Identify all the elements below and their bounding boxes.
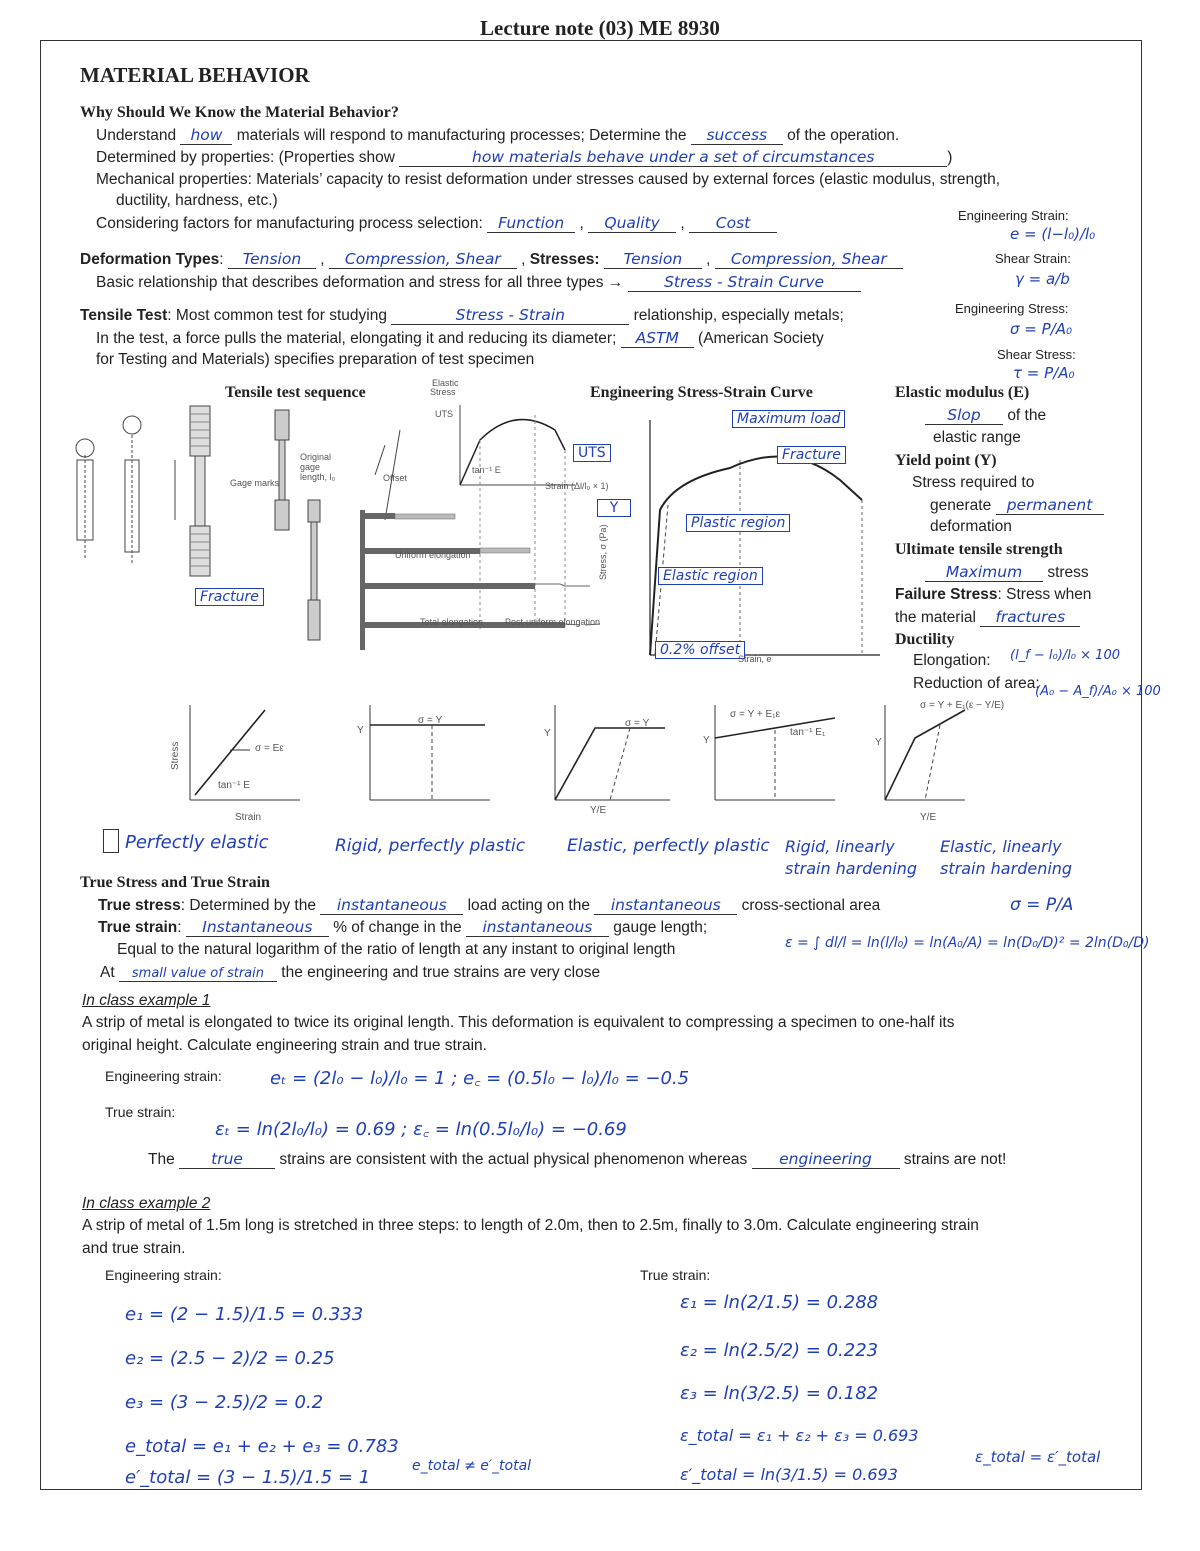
- example-2-e1: e₁ = (2 − 1.5)/1.5 = 0.333: [125, 1304, 364, 1325]
- example-2-e3: e₃ = (3 − 2.5)/2 = 0.2: [125, 1392, 324, 1413]
- eng-stress-label: Engineering Stress:: [955, 301, 1069, 316]
- seq-label-total: Total elongation: [420, 617, 484, 627]
- example-2-t3: ε₃ = ln(3/2.5) = 0.182: [680, 1383, 879, 1404]
- example-1-eng-label: Engineering strain:: [105, 1068, 222, 1084]
- model-y-epp: Y: [544, 728, 551, 739]
- failure-stress-line-2: the material fractures: [895, 608, 1080, 627]
- example-2-e2: e₂ = (2.5 − 2)/2 = 0.25: [125, 1348, 335, 1369]
- why-line-1: Understand how materials will respond to manufacturing processes; Determine the success of the operation.: [96, 126, 900, 144]
- example-1-conclusion: The true strains are consistent with the actual physical phenomenon whereas engineering strains are not!: [148, 1150, 1007, 1168]
- model-y-elh: Y: [875, 737, 882, 748]
- example-2-not-equal: e_total ≠ e′_total: [412, 1458, 532, 1474]
- why-line-5: Considering factors for manufacturing process selection: Function , Quality , Cost: [96, 214, 777, 233]
- model-y-rlh: Y: [703, 735, 710, 746]
- shear-strain-label: Shear Strain:: [995, 251, 1071, 266]
- example-1-p1: A strip of metal is elongated to twice its original length. This deformation is equivalent to compressing a specimen to one-half its: [82, 1014, 955, 1031]
- tensile-line-3: for Testing and Materials) specifies preparation of test specimen: [96, 351, 535, 368]
- uts-line: Maximum stress: [925, 563, 1089, 582]
- true-strain-line: True strain: Instantaneous % of change in the instantaneous gauge length;: [98, 918, 708, 936]
- page-title: Lecture note (03) ME 8930: [480, 16, 720, 40]
- example-2-title: In class example 2: [82, 1195, 211, 1212]
- example-2-p1: A strip of metal of 1.5m long is stretched in three steps: to length of 2.0m, then to 2.5m, finally to 3.0m. Calculate engineering strain: [82, 1217, 979, 1234]
- yield-box: Y: [597, 499, 631, 517]
- tensile-sequence-title: Tensile test sequence: [225, 384, 366, 401]
- model-ye-elh: Y/E: [920, 812, 937, 823]
- seq-label-gage: gage: [300, 462, 321, 472]
- example-1-true-label: True strain:: [105, 1104, 176, 1120]
- model-tan-elastic: tan⁻¹ E: [218, 780, 250, 791]
- example-1-title: In class example 1: [82, 992, 211, 1009]
- failure-stress-line: Failure Stress: Stress when: [895, 586, 1092, 603]
- model-label-5: Elastic, linearly strain hardening: [940, 837, 1073, 878]
- why-line-2: Determined by properties: (Properties show how materials behave under a set of circumstances ): [96, 148, 953, 166]
- example-1-true-calc: εₜ = ln(2l₀/l₀) = 0.69 ; ε꜀ = ln(0.5l₀/l₀) = −0.69: [215, 1119, 627, 1140]
- model-y-rigid: Y: [357, 725, 364, 736]
- true-stress-line: True stress: Determined by the instantaneous load acting on the instantaneous cross-sectional area: [98, 896, 881, 914]
- example-2-true-label: True strain:: [640, 1267, 711, 1283]
- basic-relationship-line: Basic relationship that describes deformation and stress for all three types → Stress - Strain Curve: [96, 273, 861, 292]
- tensile-line-2: In the test, a force pulls the material, elongating it and reducing its diameter; ASTM (American Society: [96, 329, 824, 347]
- elastic-modulus-heading: Elastic modulus (E): [895, 384, 1030, 401]
- model-eq-elastic: σ = Eε: [255, 743, 284, 754]
- example-1-eng-calc: eₜ = (2l₀ − l₀)/l₀ = 1 ; e꜀ = (0.5l₀ − l₀)/l₀ = −0.5: [270, 1068, 690, 1089]
- seq-label-original: Original: [300, 452, 332, 462]
- offset-box: 0.2% offset: [655, 641, 745, 659]
- yield-point-heading: Yield point (Y): [895, 452, 997, 469]
- material-models-figure: [170, 700, 970, 825]
- model-label-4: Rigid, linearly strain hardening: [785, 837, 918, 878]
- eng-strain-label: Engineering Strain:: [958, 208, 1069, 223]
- true-strain-def: Equal to the natural logarithm of the ratio of length at any instant to original length: [117, 941, 676, 958]
- true-strain-formula: ε = ∫ dl/l = ln(l/l₀) = ln(A₀/A) = ln(D₀/D)² = 2ln(D₀/D): [785, 935, 1150, 951]
- stress-strain-curve-figure: [600, 400, 890, 670]
- example-2-t2: ε₂ = ln(2.5/2) = 0.223: [680, 1340, 879, 1361]
- seq-label-length: length, l₀: [300, 472, 336, 482]
- seq-label-strain: Strain (Δl/l₀ × 1): [545, 481, 609, 491]
- model-axis-stress: Stress: [170, 741, 181, 770]
- example-2-t1: ε₁ = ln(2/1.5) = 0.288: [680, 1292, 879, 1313]
- model-label-1: Perfectly elastic: [125, 832, 269, 853]
- seq-label-gage-marks: Gage marks: [230, 478, 280, 488]
- example-2-etotal-prime: e′_total = (3 − 1.5)/1.5 = 1: [125, 1467, 371, 1488]
- seq-label-uts: UTS: [435, 409, 453, 419]
- example-2-eng-label: Engineering strain:: [105, 1267, 222, 1283]
- yield-line-2: generate permanent: [930, 496, 1104, 515]
- model-axis-strain: Strain: [235, 812, 262, 823]
- yield-line-3: deformation: [930, 518, 1012, 535]
- tensile-line-1: Tensile Test: Most common test for studying Stress - Strain relationship, especially metals;: [80, 306, 844, 324]
- small-strain-line: At small value of strain the engineering and true strains are very close: [100, 964, 601, 981]
- model-eq-rlh: σ = Y + E₁ε: [730, 709, 780, 720]
- stress-strain-curve-title: Engineering Stress-Strain Curve: [590, 384, 813, 401]
- example-2-equal: ε_total = ε′_total: [975, 1448, 1101, 1466]
- reduction-area-formula: (A₀ − A_f)/A₀ × 100: [1035, 684, 1161, 699]
- model-ye-epp: Y/E: [590, 805, 607, 816]
- seq-label-tan: tan⁻¹ E: [472, 465, 501, 475]
- shear-stress-label: Shear Stress:: [997, 347, 1076, 362]
- model-eq-rigid: σ = Y: [418, 715, 443, 726]
- uts-box: UTS: [573, 444, 611, 462]
- yield-line-1: Stress required to: [912, 474, 1035, 491]
- model-eq-epp: σ = Y: [625, 718, 650, 729]
- reduction-area-label: Reduction of area:: [913, 675, 1040, 692]
- plastic-region-box: Plastic region: [686, 514, 790, 532]
- seq-label-offset: Offset: [383, 473, 407, 483]
- fracture-box-curve: Fracture: [777, 446, 846, 464]
- deformation-line: Deformation Types: Tension , Compression, Shear , Stresses: Tension , Compression, Shear: [80, 250, 903, 269]
- example-1-p2: original height. Calculate engineering strain and true strain.: [82, 1037, 487, 1054]
- seq-label-uniform: Uniform elongation: [395, 550, 471, 560]
- true-stress-formula: σ = P/A: [1010, 895, 1074, 915]
- model-label-3: Elastic, perfectly plastic: [567, 836, 770, 856]
- ductility-heading: Ductility: [895, 631, 955, 648]
- model-eq-elh: σ = Y + E₁(ε − Y/E): [920, 700, 1005, 711]
- seq-label-post: Post-uniform elongation: [505, 617, 601, 627]
- seq-label-stress: Stress: [430, 387, 456, 397]
- why-line-3: Mechanical properties: Materials’ capacity to resist deformation under stresses caused by external forces (elastic modulus, strength,: [96, 171, 1001, 188]
- tensile-sequence-figure: [55, 400, 635, 670]
- seq-label-elastic: Elastic: [432, 378, 459, 388]
- fracture-box-sequence: Fracture: [195, 588, 264, 606]
- curve-x-axis-label: Strain, e: [738, 654, 772, 664]
- elongation-label: Elongation:: [913, 652, 991, 669]
- example-2-ttotal: ε_total = ε₁ + ε₂ + ε₃ = 0.693: [680, 1426, 919, 1445]
- true-heading: True Stress and True Strain: [80, 874, 270, 891]
- uts-heading: Ultimate tensile strength: [895, 541, 1063, 558]
- section-title: MATERIAL BEHAVIOR: [80, 63, 310, 87]
- example-2-etotal: e_total = e₁ + e₂ + e₃ = 0.783: [125, 1436, 399, 1457]
- model-checkbox: [103, 829, 119, 853]
- example-2-ttotal-prime: ε′_total = ln(3/1.5) = 0.693: [680, 1465, 898, 1484]
- elongation-formula: (l_f − l₀)/l₀ × 100: [1010, 648, 1120, 663]
- eng-strain-formula: e = (l−l₀)/l₀: [1010, 225, 1096, 243]
- elastic-modulus-line-2: elastic range: [933, 429, 1021, 446]
- model-label-2: Rigid, perfectly plastic: [335, 836, 526, 856]
- why-heading: Why Should We Know the Material Behavior?: [80, 104, 399, 121]
- max-load-box: Maximum load: [732, 410, 845, 428]
- shear-stress-formula: τ = P/A₀: [1013, 364, 1075, 382]
- elastic-modulus-line: Slop of the: [925, 406, 1046, 425]
- shear-strain-formula: γ = a/b: [1015, 270, 1070, 288]
- why-line-4: ductility, hardness, etc.): [116, 192, 278, 209]
- curve-y-axis-label: Stress, σ (Pa): [598, 524, 608, 580]
- model-tan-rlh: tan⁻¹ E₁: [790, 727, 826, 738]
- elastic-region-box: Elastic region: [658, 567, 763, 585]
- example-2-p2: and true strain.: [82, 1240, 186, 1257]
- eng-stress-formula: σ = P/A₀: [1010, 320, 1072, 338]
